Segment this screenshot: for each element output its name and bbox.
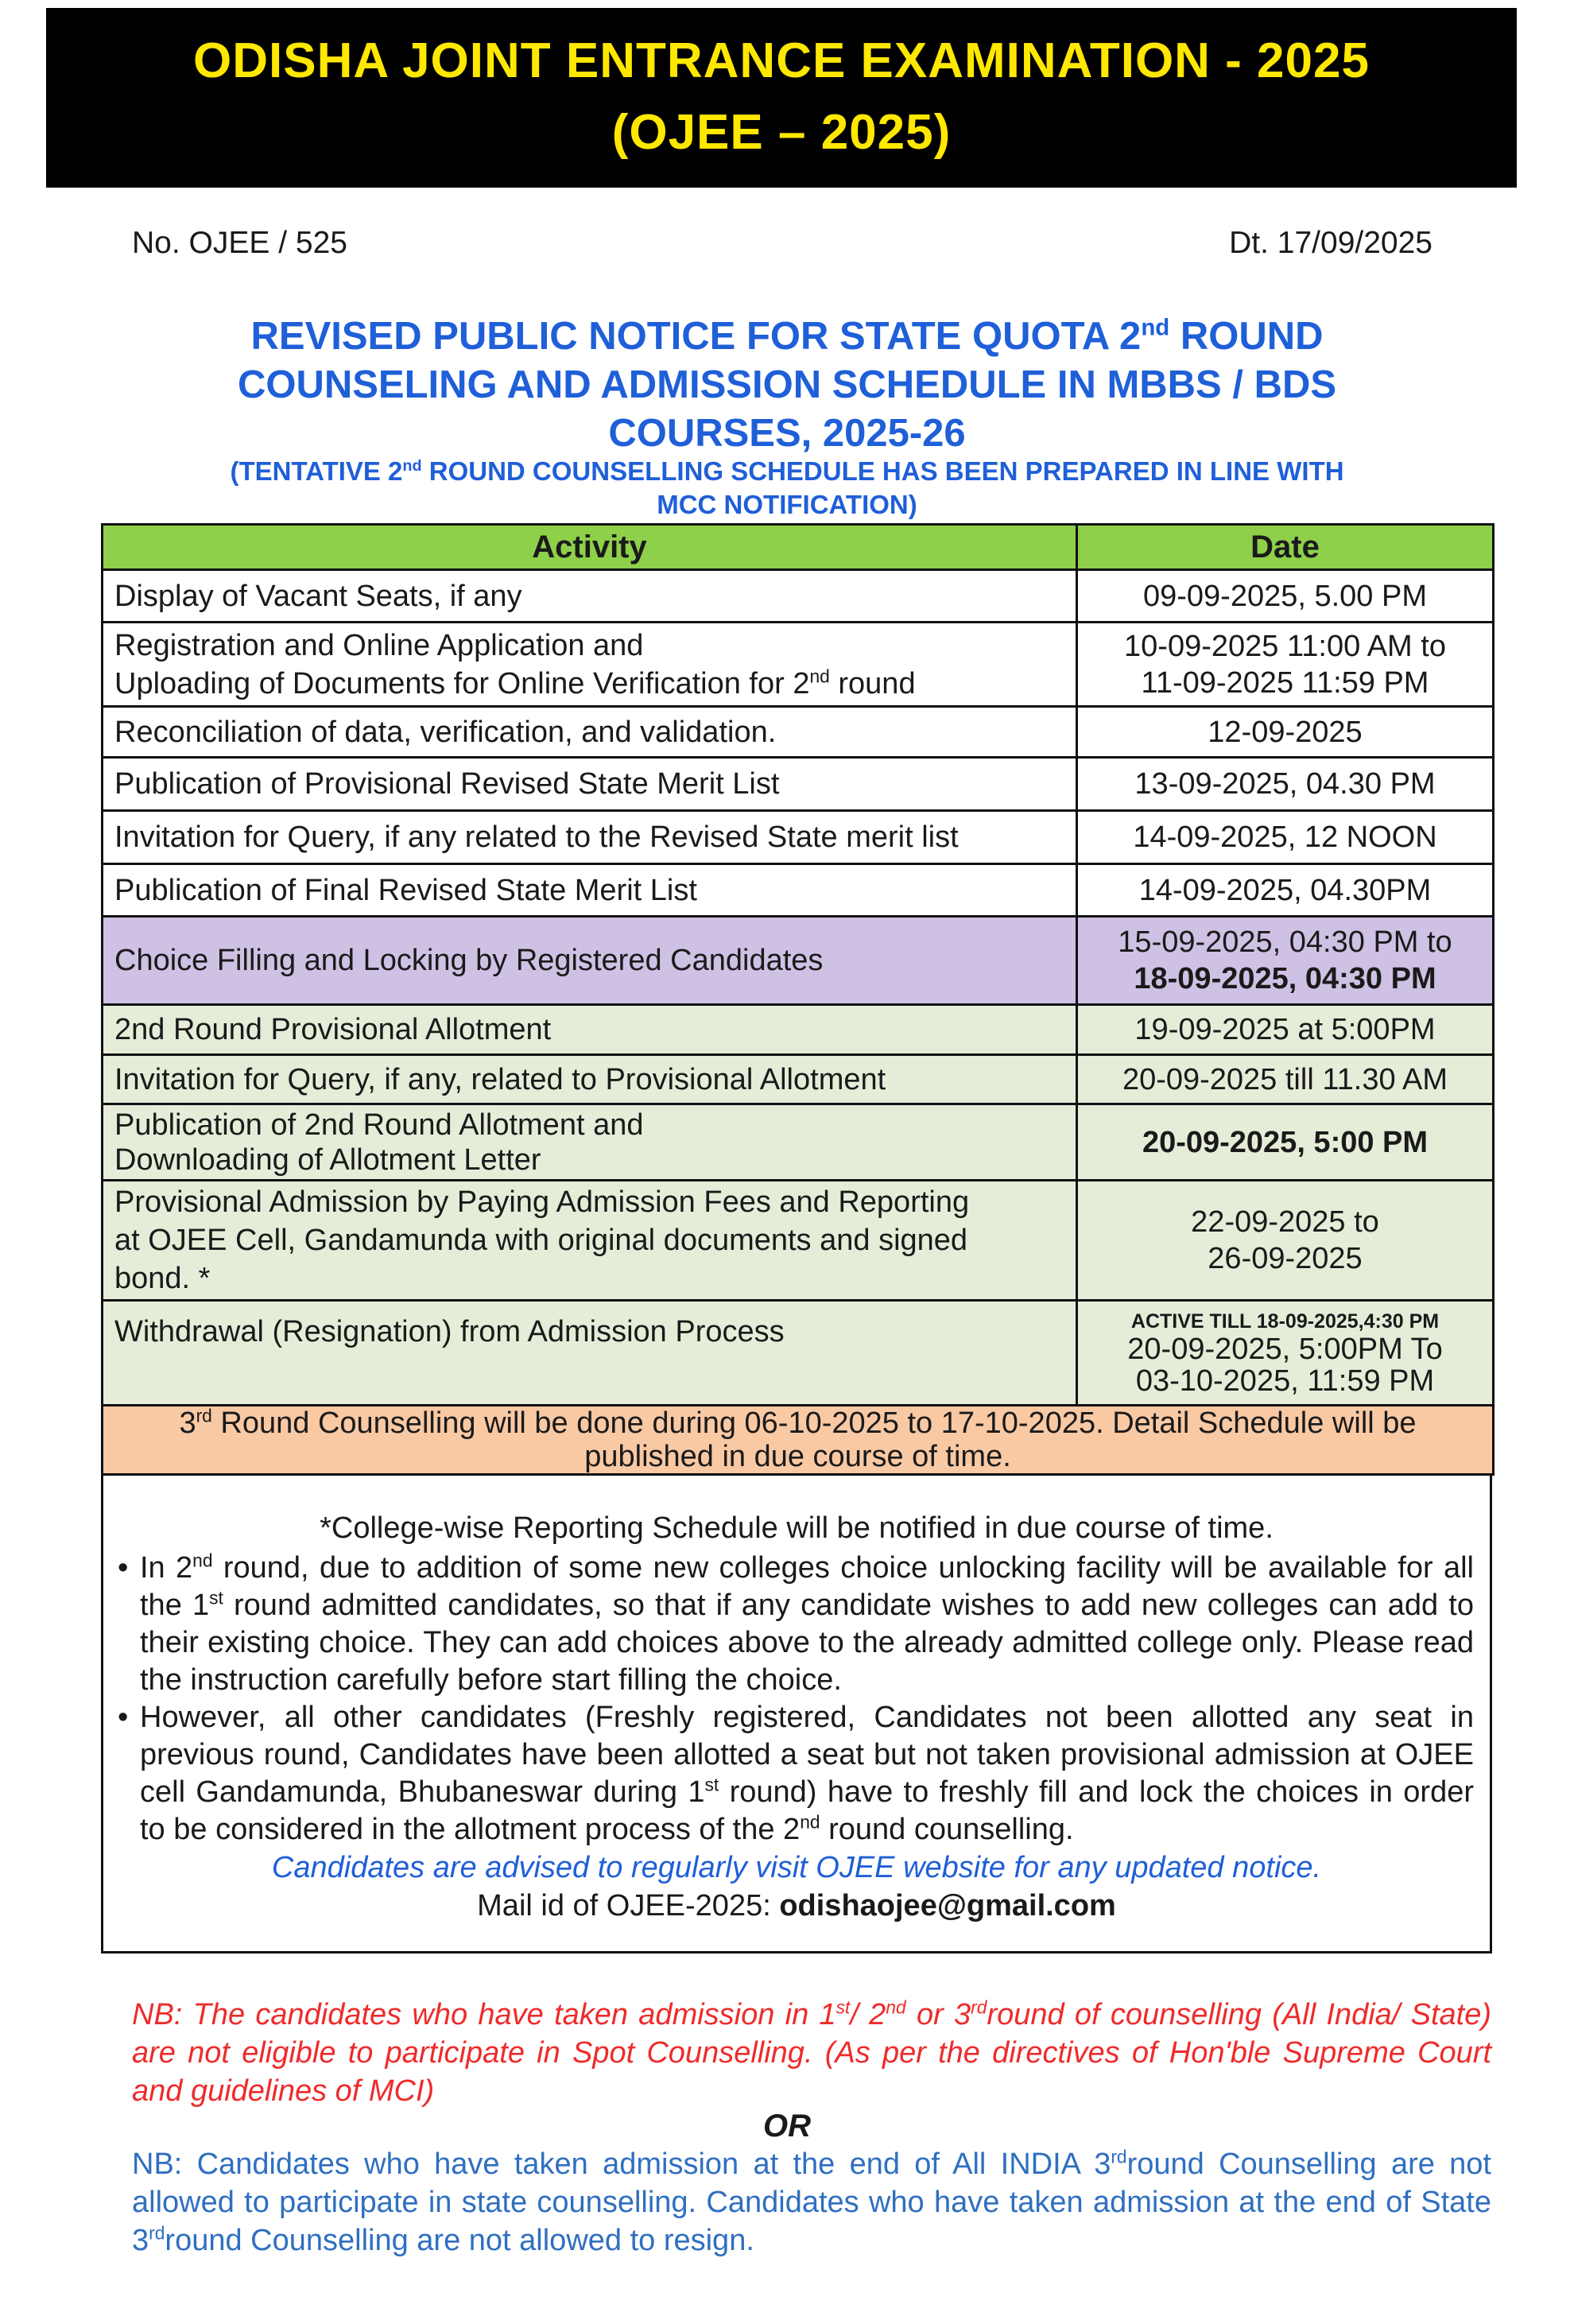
advisory-note: Candidates are advised to regularly visit OJEE website for any updated notice. [271, 1851, 1322, 1884]
third-round-note-row: 3rd Round Counselling will be done during 06-10-2025 to 17-10-2025. Detail Schedule will be published in due course of time. [103, 1406, 1494, 1475]
table-header-row [103, 525, 1494, 570]
schedule-table [101, 523, 1495, 1476]
exam-short-title: (OJEE – 2025) [611, 105, 952, 160]
table-row: Publication of Final Revised State Merit List 14-09-2025, 04.30PM [103, 864, 1494, 917]
date-header: Date [1077, 525, 1494, 570]
exam-title: ODISHA JOINT ENTRANCE EXAMINATION - 2025 [193, 33, 1370, 88]
or-separator: OR [763, 2109, 811, 2144]
activity-header: Activity [103, 525, 1077, 570]
email-address[interactable]: odishaojee@gmail.com [779, 1889, 1116, 1922]
list-item: • However, all other candidates (Freshly registered, Candidates not been allotted any seat in previous round, Candidates have been allotted a seat but not taken provisional admission at OJEE cell Gandamunda, Bhubaneswar during 1st round) have to freshly fill and lock the choices in order to be considered in the allotment process of the 2nd round counselling. [118, 1699, 1474, 1849]
table-row: Withdrawal (Resignation) from Admission Process ACTIVE TILL 18-09-2025,4:30 PM 20-09-2025, 5:00PM To 03-10-2025, 11:59 PM [103, 1301, 1494, 1406]
table-row: 2nd Round Provisional Allotment 19-09-2025 at 5:00PM [103, 1005, 1494, 1055]
notice-number: No. OJEE / 525 [132, 226, 347, 260]
table-row: Provisional Admission by Paying Admission Fees and Reporting at OJEE Cell, Gandamunda with original documents and signed bond. * 22-09-2025 to 26-09-2025 [103, 1181, 1494, 1301]
notice-subtitle: (TENTATIVE 2nd ROUND COUNSELLING SCHEDULE HAS BEEN PREPARED IN LINE WITH MCC NOTIFICATION) [230, 456, 1344, 519]
instructions-box [101, 1473, 1492, 1953]
list-item: • In 2nd round, due to addition of some new colleges choice unlocking facility will be available for all the 1st round admitted candidates, so that if any candidate wishes to add new colleges can add to their existing choice. They can add choices above to the already admitted college only. Please read the instruction carefully before start filling the choice. [118, 1550, 1474, 1699]
nb-spot-counselling: NB: The candidates who have taken admission in 1st/ 2nd or 3rdround of counselling (All India/ State) are not eligible to participate in Spot Counselling. (As per the directives of Hon'ble Supreme Court and guidelines of MCI) [132, 1996, 1492, 2108]
active-till-note: ACTIVE TILL 18-09-2025,4:30 PM [1130, 1309, 1440, 1333]
header-banner [46, 8, 1517, 188]
table-row-highlighted: Choice Filling and Locking by Registered Candidates 15-09-2025, 04:30 PM to 18-09-2025, 04:30 PM [103, 917, 1494, 1005]
notice-title: REVISED PUBLIC NOTICE FOR STATE QUOTA 2nd ROUND COUNSELING AND ADMISSION SCHEDULE IN MBBS / BDS COURSES, 2025-26 [237, 314, 1337, 455]
table-row: Reconciliation of data, verification, and validation. 12-09-2025 [103, 707, 1494, 758]
instruction-list [118, 1550, 1474, 1849]
table-row: Invitation for Query, if any related to the Revised State merit list 14-09-2025, 12 NOON [103, 811, 1494, 864]
table-row: Registration and Online Application and Uploading of Documents for Online Verification for 2nd round 10-09-2025 11:00 AM to 11-09-2025 11:59 PM [103, 623, 1494, 707]
reporting-schedule-note: *College-wise Reporting Schedule will be notified in due course of time. [320, 1511, 1274, 1545]
table-row: Display of Vacant Seats, if any 09-09-2025, 5.00 PM [103, 570, 1494, 623]
table-row: Publication of Provisional Revised State Merit List 13-09-2025, 04.30 PM [103, 758, 1494, 811]
notice-date: Dt. 17/09/2025 [1229, 226, 1432, 260]
table-row: Invitation for Query, if any, related to Provisional Allotment 20-09-2025 till 11.30 AM [103, 1055, 1494, 1104]
table-row: Publication of 2nd Round Allotment and Downloading of Allotment Letter 20-09-2025, 5:00 PM [103, 1104, 1494, 1181]
contact-email-line: Mail id of OJEE-2025: odishaojee@gmail.com [477, 1889, 1116, 1922]
nb-state-counselling: NB: Candidates who have taken admission at the end of All INDIA 3rdround Counselling are not allowed to participate in state counselling. Candidates who have taken admission at the end of State 3rdround Counselling are not allowed to resign. [132, 2146, 1491, 2257]
